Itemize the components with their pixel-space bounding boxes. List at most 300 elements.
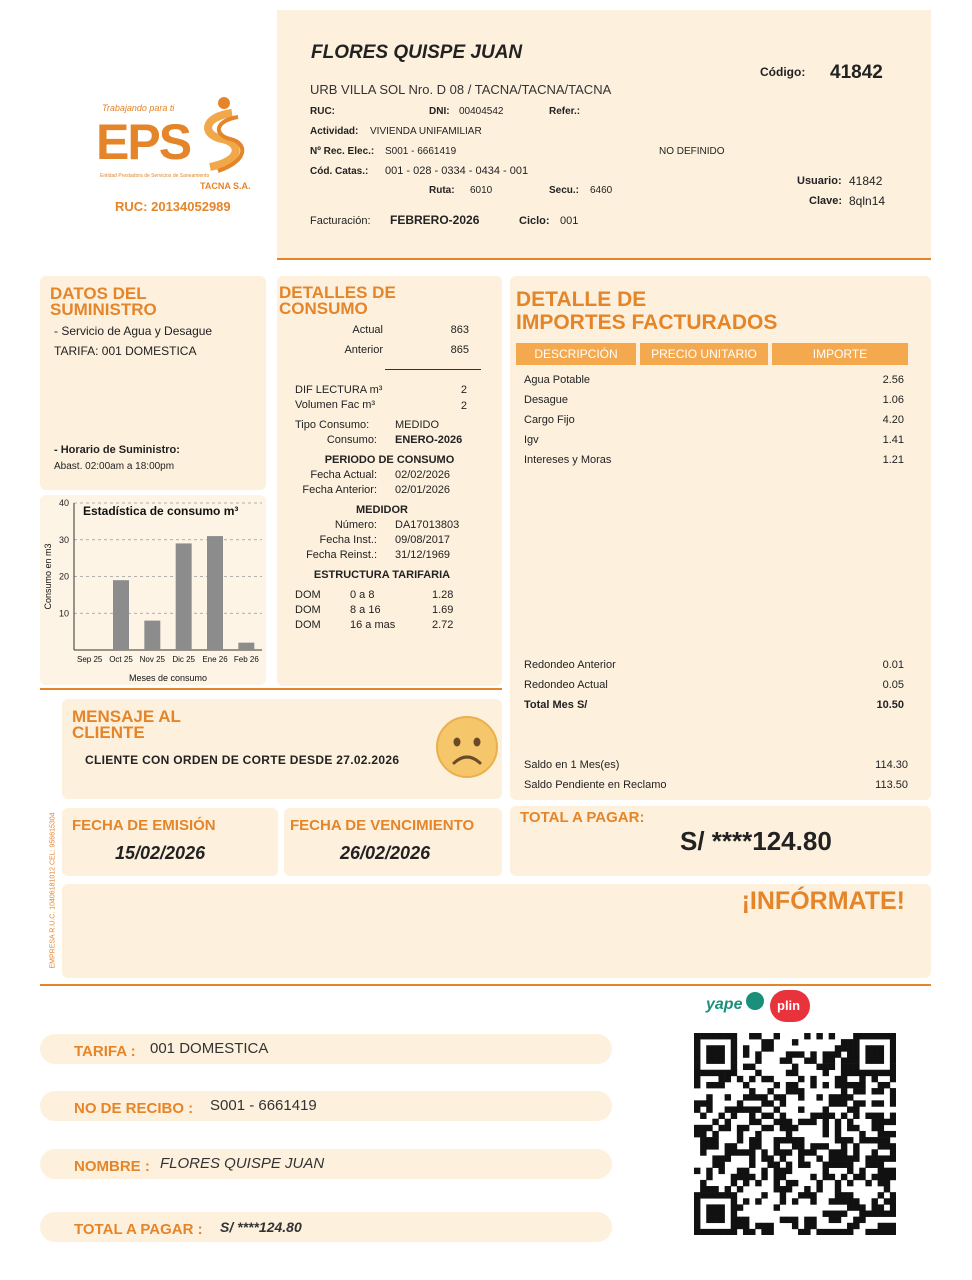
qr-module [841,1082,847,1088]
qr-module [737,1106,743,1112]
qr-module [792,1137,798,1143]
qr-module [878,1033,884,1039]
stub-recibo [40,1091,612,1121]
qr-module [718,1211,724,1217]
qr-module [823,1106,829,1112]
qr-module [829,1155,835,1161]
qr-module [755,1198,761,1204]
qr-module [725,1229,731,1235]
qr-module [884,1180,890,1186]
qr-module [774,1174,780,1180]
qr-module [878,1045,884,1051]
qr-module [743,1198,749,1204]
total-mes-label: Total Mes S/ [524,699,588,711]
qr-module [841,1162,847,1168]
qr-module [786,1217,792,1223]
stub-total [40,1212,612,1242]
qr-module [712,1211,718,1217]
qr-module [749,1162,755,1168]
qr-module [865,1211,871,1217]
qr-module [731,1217,737,1223]
qr-module [847,1057,853,1063]
customer-name: FLORES QUISPE JUAN [311,42,523,63]
chart-bar [238,643,254,650]
qr-module [835,1076,841,1082]
qr-module [755,1180,761,1186]
qr-module [706,1137,712,1143]
qr-module [755,1051,761,1057]
qr-module [835,1094,841,1100]
qr-module [712,1070,718,1076]
subtraction-line [385,369,481,370]
logo-swoosh-icon [192,95,254,175]
qr-module [853,1106,859,1112]
qr-module [749,1229,755,1235]
qr-module [810,1082,816,1088]
qr-module [743,1106,749,1112]
importe-row [524,394,904,408]
qr-module [749,1137,755,1143]
consumo-panel [277,276,502,686]
qr-module [792,1051,798,1057]
qr-module [841,1143,847,1149]
qr-module [780,1119,786,1125]
qr-module [872,1155,878,1161]
total-label: TOTAL A PAGAR: [520,809,645,826]
qr-module [798,1119,804,1125]
qr-module [853,1100,859,1106]
suministro-title-1: DATOS DEL [50,284,147,303]
qr-module [780,1186,786,1192]
x-tick-label: Ene 26 [202,655,228,664]
qr-module [823,1168,829,1174]
stub-recibo-value: S001 - 6661419 [210,1097,317,1114]
qr-module [810,1057,816,1063]
qr-module [743,1125,749,1131]
qr-module [872,1137,878,1143]
tarifa-row [295,619,475,633]
actividad-label: Actividad: [310,126,359,137]
qr-module [878,1168,884,1174]
qr-module [823,1051,829,1057]
qr-module [865,1162,871,1168]
qr-module [737,1186,743,1192]
tarifa-precio: 1.28 [432,589,454,601]
importe-value: 1.06 [882,394,904,406]
qr-module [890,1168,896,1174]
qr-module [786,1137,792,1143]
qr-module [841,1045,847,1051]
y-tick-label: 30 [58,534,69,545]
qr-module [841,1057,847,1063]
importe-row [524,434,904,448]
qr-module [890,1070,896,1076]
consumo-mes: ENERO-2026 [395,434,463,446]
qr-module [841,1076,847,1082]
saldo-value: 114.30 [875,759,908,771]
qr-module [816,1113,822,1119]
qr-module [884,1186,890,1192]
yape-text: yape [706,996,743,1013]
qr-module [737,1131,743,1137]
secu-value: 6460 [590,185,613,196]
numero-value: DA17013803 [395,519,460,531]
qr-module [859,1174,865,1180]
qr-module [823,1174,829,1180]
qr-module [774,1186,780,1192]
qr-module [706,1094,712,1100]
qr-module [847,1162,853,1168]
stub-nombre [40,1149,612,1179]
qr-module [786,1168,792,1174]
qr-module [841,1113,847,1119]
qr-module [767,1088,773,1094]
qr-module [694,1033,700,1039]
qr-module [829,1057,835,1063]
tarifa-rango: 16 a mas [350,619,396,631]
logo-subtitle: Entidad Prestadora de Servicios de Saneamiento [100,173,210,179]
qr-module [810,1149,816,1155]
emision-value: 15/02/2026 [115,843,206,863]
qr-module [706,1051,712,1057]
qr-module [872,1070,878,1076]
qr-module [780,1149,786,1155]
qr-module [878,1211,884,1217]
qr-module [872,1229,878,1235]
qr-module [743,1180,749,1186]
qr-module [767,1155,773,1161]
side-vertical-text: EMPRESA R.U.C. 10406181012 CEL: 956615304 [49,812,57,969]
qr-module [878,1082,884,1088]
qr-module [829,1217,835,1223]
qr-module [700,1229,706,1235]
y-tick-label: 10 [58,608,69,619]
qr-module [774,1149,780,1155]
qr-module [823,1082,829,1088]
qr-module [780,1125,786,1131]
redondeo-anterior-label: Redondeo Anterior [524,659,616,671]
qr-module [798,1088,804,1094]
qr-module [884,1198,890,1204]
qr-module [761,1100,767,1106]
qr-module [872,1045,878,1051]
servicio-text: - Servicio de Agua y Desague [54,324,213,338]
qr-module [835,1119,841,1125]
qr-module [841,1100,847,1106]
qr-module [890,1033,896,1039]
qr-module [743,1082,749,1088]
qr-module [810,1143,816,1149]
qr-module [816,1186,822,1192]
qr-module [755,1094,761,1100]
qr-module [823,1143,829,1149]
fecha-inst-label: Fecha Inst.: [319,534,377,546]
qr-module [774,1106,780,1112]
consumo-title-2: CONSUMO [279,299,368,318]
qr-module [755,1131,761,1137]
qr-module [890,1174,896,1180]
qr-module [865,1070,871,1076]
qr-module [749,1076,755,1082]
qr-module [798,1094,804,1100]
redondeo-anterior-value: 0.01 [882,659,904,671]
qr-module [798,1106,804,1112]
col-importe: IMPORTE [772,343,908,365]
qr-module [706,1106,712,1112]
qr-module [890,1223,896,1229]
qr-module [859,1131,865,1137]
qr-module [718,1162,724,1168]
qr-module [890,1045,896,1051]
qr-module [872,1033,878,1039]
qr-module [731,1033,737,1039]
qr-module [725,1143,731,1149]
qr-module [872,1113,878,1119]
header-panel [277,10,931,258]
qr-module [890,1076,896,1082]
consumption-chart-panel [40,495,266,685]
qr-module [786,1070,792,1076]
qr-code-icon [694,1033,896,1235]
qr-module [810,1192,816,1198]
qr-module [731,1180,737,1186]
qr-module [761,1223,767,1229]
address: URB VILLA SOL Nro. D 08 / TACNA/TACNA/TACNA [310,82,612,97]
qr-module [737,1125,743,1131]
qr-module [731,1143,737,1149]
qr-module [847,1223,853,1229]
dni-label: DNI: [429,106,450,117]
qr-module [774,1119,780,1125]
mensaje-title-2: CLIENTE [72,723,145,742]
qr-module [712,1229,718,1235]
qr-module [712,1082,718,1088]
qr-module [725,1186,731,1192]
qr-module [700,1033,706,1039]
qr-module [853,1223,859,1229]
qr-module [767,1039,773,1045]
qr-module [761,1174,767,1180]
tarifa-precio: 1.69 [432,604,454,616]
qr-module [890,1100,896,1106]
qr-module [694,1082,700,1088]
reclamo-row [524,779,908,793]
horario-value: Abast. 02:00am a 18:00pm [54,461,175,472]
importe-value: 2.56 [882,374,904,386]
qr-module [841,1070,847,1076]
qr-module [706,1204,712,1210]
qr-module [725,1106,731,1112]
qr-module [731,1174,737,1180]
qr-module [731,1223,737,1229]
qr-module [718,1113,724,1119]
qr-module [731,1149,737,1155]
qr-module [816,1229,822,1235]
usuario-value: 41842 [849,174,883,188]
stub-nombre-label: NOMBRE : [74,1158,150,1175]
qr-module [835,1217,841,1223]
qr-module [829,1174,835,1180]
qr-module [786,1088,792,1094]
qr-module [694,1223,700,1229]
qr-module [798,1051,804,1057]
qr-module [872,1149,878,1155]
qr-module [712,1217,718,1223]
qr-module [767,1223,773,1229]
qr-module [835,1211,841,1217]
qr-module [792,1070,798,1076]
qr-module [774,1168,780,1174]
qr-module [853,1143,859,1149]
logo-ruc: RUC: 20134052989 [115,199,231,214]
qr-module [872,1204,878,1210]
qr-module [706,1082,712,1088]
qr-module [712,1057,718,1063]
qr-module [718,1082,724,1088]
qr-module [731,1045,737,1051]
suministro-title-2: SUMINISTRO [50,300,157,319]
qr-module [731,1106,737,1112]
qr-module [694,1039,700,1045]
qr-module [706,1045,712,1051]
qr-module [780,1155,786,1161]
qr-module [890,1229,896,1235]
qr-module [761,1229,767,1235]
qr-module [884,1174,890,1180]
qr-module [884,1070,890,1076]
qr-module [853,1198,859,1204]
qr-module [816,1155,822,1161]
qr-module [859,1100,865,1106]
qr-module [737,1223,743,1229]
qr-module [878,1131,884,1137]
importe-desc: Desague [524,394,569,406]
qr-module [853,1051,859,1057]
qr-module [872,1125,878,1131]
clave-value: 8qln14 [849,194,886,208]
sad-face-icon [435,715,499,779]
qr-module [712,1192,718,1198]
qr-module [890,1192,896,1198]
qr-module [890,1094,896,1100]
plin-logo [770,990,810,1022]
qr-module [774,1204,780,1210]
qr-module [706,1057,712,1063]
qr-module [823,1113,829,1119]
tarifa-cat: DOM [295,589,321,601]
no-definido: NO DEFINIDO [659,146,725,157]
chart-bar [176,543,192,650]
qr-module [884,1082,890,1088]
qr-module [761,1168,767,1174]
qr-module [761,1045,767,1051]
mensaje-title-1: MENSAJE AL [72,707,181,726]
qr-module [841,1229,847,1235]
qr-module [804,1162,810,1168]
qr-module [804,1217,810,1223]
codigo-label: Código: [760,65,806,79]
qr-module [712,1051,718,1057]
importe-desc: Intereses y Moras [524,454,612,466]
qr-module [767,1162,773,1168]
qr-module [786,1149,792,1155]
emision-label: FECHA DE EMISIÓN [72,817,216,834]
col-precio: PRECIO UNITARIO [640,343,768,365]
tipo-label: Tipo Consumo: [295,419,370,431]
qr-module [718,1057,724,1063]
informate-title: ¡INFÓRMATE! [741,887,905,915]
qr-module [853,1204,859,1210]
qr-module [749,1174,755,1180]
qr-module [884,1155,890,1161]
qr-module [829,1051,835,1057]
volumen-label: Volumen Fac m³ [295,399,376,411]
periodo-title: PERIODO DE CONSUMO [324,454,455,466]
logo-city: TACNA S.A. [200,181,251,191]
tarifa-row [295,589,475,603]
qr-module [847,1039,853,1045]
qr-module [829,1149,835,1155]
qr-module [694,1192,700,1198]
qr-module [780,1217,786,1223]
qr-module [853,1064,859,1070]
qr-module [878,1174,884,1180]
qr-module [774,1143,780,1149]
qr-module [841,1094,847,1100]
qr-module [810,1217,816,1223]
qr-module [792,1082,798,1088]
qr-module [878,1057,884,1063]
fecha-reinst-label: Fecha Reinst.: [306,549,377,561]
qr-module [847,1125,853,1131]
qr-module [694,1057,700,1063]
qr-module [804,1149,810,1155]
qr-module [749,1143,755,1149]
qr-module [810,1051,816,1057]
informate-panel [62,884,931,978]
qr-module [841,1198,847,1204]
qr-module [878,1137,884,1143]
qr-module [829,1229,835,1235]
qr-module [798,1137,804,1143]
qr-module [847,1064,853,1070]
qr-module [786,1119,792,1125]
reclamo-label: Saldo Pendiente en Reclamo [524,779,667,791]
qr-module [841,1211,847,1217]
qr-module [712,1137,718,1143]
qr-module [872,1076,878,1082]
qr-module [835,1100,841,1106]
ciclo-value: 001 [560,215,579,227]
qr-module [829,1064,835,1070]
qr-module [767,1076,773,1082]
qr-module [725,1125,731,1131]
actividad-value: VIVIENDA UNIFAMILIAR [370,126,482,137]
qr-module [725,1094,731,1100]
qr-module [792,1223,798,1229]
qr-module [737,1168,743,1174]
qr-module [694,1106,700,1112]
qr-module [755,1057,761,1063]
qr-module [694,1198,700,1204]
qr-module [780,1168,786,1174]
qr-module [725,1070,731,1076]
consumo-label: Consumo: [326,434,377,446]
qr-module [878,1113,884,1119]
qr-module [847,1082,853,1088]
qr-module [718,1045,724,1051]
qr-module [835,1162,841,1168]
